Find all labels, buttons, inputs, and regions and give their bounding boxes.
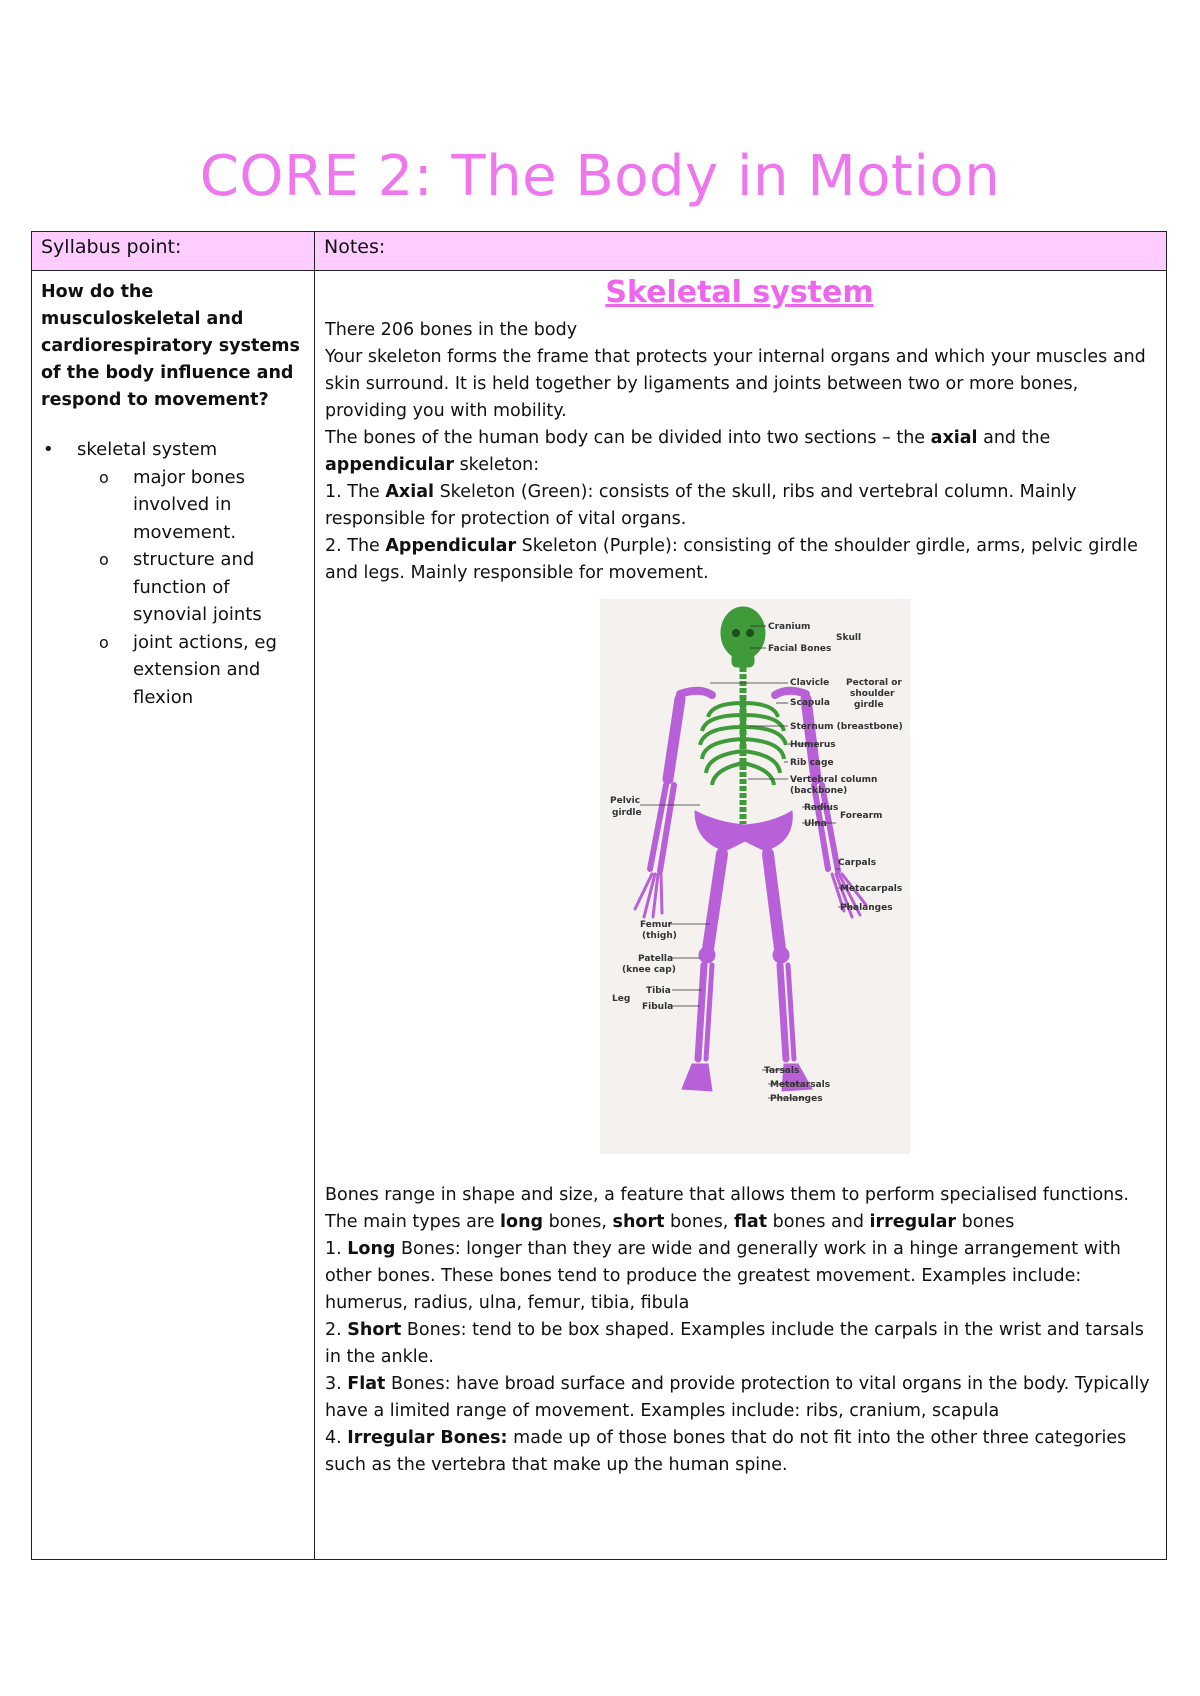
- section-heading: Skeletal system: [605, 275, 874, 310]
- syllabus-question: How do the musculoskeletal and cardiorespiratory systems of the body influence and respond to movement?: [41, 282, 300, 410]
- header-notes: Notes:: [315, 232, 1167, 271]
- label-knee-cap: (knee cap): [622, 965, 676, 975]
- axial-skeleton: [700, 607, 786, 824]
- label-phalanges-foot: Phalanges: [770, 1094, 823, 1104]
- term-axial: axial: [930, 428, 978, 448]
- skeleton-figure: [600, 599, 910, 1154]
- text: made up of those bones that do not fit into the other three categories such as the vertebra that make up the human spine.: [325, 1428, 1127, 1475]
- label-facial-bones: Facial Bones: [768, 644, 832, 654]
- list-item: [325, 1236, 1154, 1317]
- text: 2. The: [325, 536, 386, 556]
- list-item: [325, 1317, 1154, 1371]
- term-flat: flat: [733, 1212, 768, 1232]
- text: 2.: [325, 1320, 348, 1340]
- label-pelvic-girdle: girdle: [612, 808, 642, 818]
- label-radius: Radius: [804, 803, 839, 813]
- table-header-row: [32, 232, 1167, 271]
- term-short: Short: [347, 1320, 402, 1340]
- label-tibia: Tibia: [646, 986, 671, 996]
- text: Skeleton (Purple): consisting of the shoulder girdle, arms, pelvic girdle and legs. Mainly responsible for movement.: [325, 536, 1138, 583]
- document-title: CORE 2: The Body in Motion: [199, 144, 1001, 209]
- list-item: o major bones involved in movement.: [133, 464, 306, 547]
- paragraph: [325, 344, 1154, 425]
- header-syllabus-point: Syllabus point:: [32, 232, 315, 271]
- text: Bones: have broad surface and provide protection to vital organs in the body. Typically have a limited range of movement. Examples include: ribs, cranium, scapula: [325, 1374, 1150, 1421]
- label-shoulder: shoulder: [850, 689, 895, 699]
- notes-cell: [315, 271, 1167, 1560]
- term-flat: Flat: [347, 1374, 386, 1394]
- text: Your skeleton forms the frame that protects your internal organs and which your muscles and skin surround.: [325, 347, 1146, 394]
- label-pelvic: Pelvic: [610, 796, 641, 806]
- paragraph: [325, 479, 1154, 533]
- text: The bones of the human body can be divided into two sections – the: [325, 428, 931, 448]
- label-pectoral: Pectoral or: [846, 678, 902, 688]
- list-item: [325, 1425, 1154, 1479]
- label-cranium: Cranium: [768, 622, 811, 632]
- syllabus-cell: [32, 271, 315, 1560]
- text: The main types are: [325, 1212, 501, 1232]
- list-item: o structure and function of synovial joints: [133, 546, 306, 629]
- list-item: o joint actions, eg extension and flexion: [133, 629, 306, 712]
- list-item: [325, 1371, 1154, 1425]
- notes-table: [31, 231, 1167, 1560]
- label-clavicle: Clavicle: [790, 678, 830, 688]
- term-irregular: Irregular Bones:: [347, 1428, 508, 1448]
- list-item: [41, 436, 306, 711]
- text: It is held together by ligaments and joints between two or more bones, providing you with mobility.: [325, 374, 1079, 421]
- text: Skeleton (Green): consists of the skull, ribs and vertebral column. Mainly responsible for protection of vital organs.: [325, 482, 1077, 529]
- label-phalanges-hand: Phalanges: [840, 903, 893, 913]
- syllabus-list: [41, 436, 306, 711]
- paragraph: [325, 425, 1154, 479]
- text: 3.: [325, 1374, 348, 1394]
- term-appendicular: appendicular: [325, 455, 454, 475]
- term-irregular: irregular: [869, 1212, 957, 1232]
- text: bones: [956, 1212, 1015, 1232]
- label-femur: Femur: [640, 920, 673, 930]
- paragraph: Bones range in shape and size, a feature that allows them to perform specialised functions.: [325, 1185, 1129, 1205]
- label-backbone: (backbone): [790, 786, 848, 796]
- text: bones,: [664, 1212, 734, 1232]
- label-metatarsals: Metatarsals: [770, 1080, 831, 1090]
- text: Bones: longer than they are wide and generally work in a hinge arrangement with other bones. These bones tend to produce the greatest movement. Examples include: humerus, radius, ulna, femur, tibia, fibula: [325, 1239, 1121, 1313]
- text: and the: [977, 428, 1051, 448]
- label-skull: Skull: [836, 633, 862, 643]
- label-forearm: Forearm: [840, 811, 883, 821]
- label-humerus: Humerus: [790, 740, 836, 750]
- label-patella: Patella: [638, 954, 674, 964]
- sub-list: [77, 464, 306, 712]
- text: bones and: [767, 1212, 870, 1232]
- label-scapula: Scapula: [790, 698, 830, 708]
- label-thigh: (thigh): [642, 931, 677, 941]
- text: 4.: [325, 1428, 348, 1448]
- term-axial: Axial: [385, 482, 435, 502]
- paragraph: There 206 bones in the body: [325, 320, 578, 340]
- paragraph: [325, 533, 1154, 587]
- label-tarsals: Tarsals: [764, 1066, 800, 1076]
- term-appendicular: Appendicular: [385, 536, 517, 556]
- label-rib-cage: Rib cage: [790, 758, 834, 768]
- text: bones,: [543, 1212, 613, 1232]
- label-vertebral-column: Vertebral column: [790, 775, 878, 785]
- table-row: [32, 271, 1167, 1560]
- text: 1.: [325, 1239, 348, 1259]
- text: 1. The: [325, 482, 386, 502]
- label-metacarpals: Metacarpals: [840, 884, 903, 894]
- label-girdle: girdle: [854, 700, 884, 710]
- label-leg: Leg: [612, 994, 631, 1004]
- label-fibula: Fibula: [642, 1002, 674, 1012]
- label-sternum: Sternum (breastbone): [790, 722, 903, 732]
- term-long: Long: [347, 1239, 396, 1259]
- label-carpals: Carpals: [838, 858, 877, 868]
- text: skeleton:: [454, 455, 540, 475]
- bone-types-section: [325, 1182, 1154, 1479]
- term-long: long: [500, 1212, 544, 1232]
- paragraph: [325, 1209, 1154, 1236]
- list-item-label: skeletal system: [77, 439, 218, 460]
- text: Bones: tend to be box shaped. Examples include the carpals in the wrist and tarsals in the ankle.: [325, 1320, 1144, 1367]
- term-short: short: [612, 1212, 665, 1232]
- skeleton-diagram: [600, 599, 910, 1154]
- label-ulna: Ulna: [804, 819, 827, 829]
